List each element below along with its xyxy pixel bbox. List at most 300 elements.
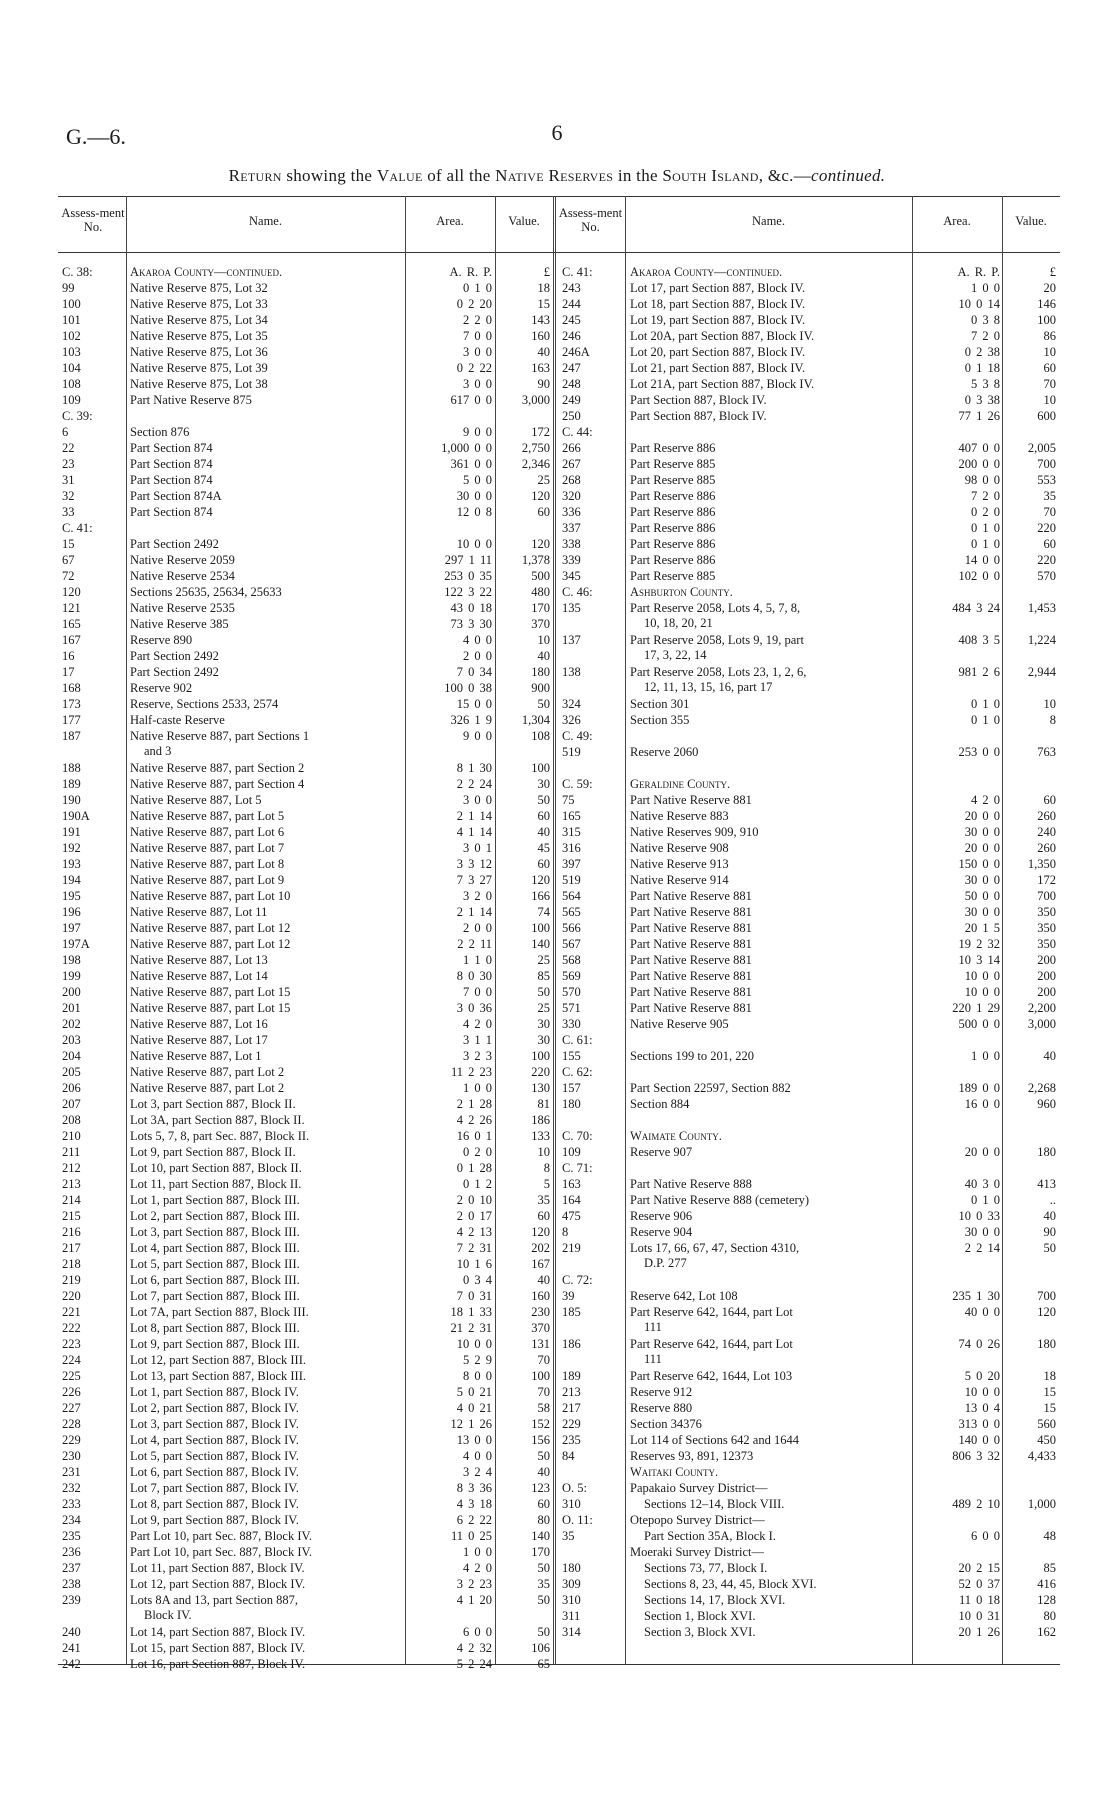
name-cell <box>130 760 400 776</box>
area-cell-text: 7 2 31 <box>456 1241 492 1255</box>
area-cell-text: 4 0 21 <box>456 1401 492 1415</box>
value-cell <box>1004 872 1056 888</box>
name-cell <box>130 696 400 712</box>
assessment-no-cell-text: 310 <box>562 1593 581 1607</box>
table-row <box>556 360 1060 376</box>
assessment-no-cell-text: 571 <box>562 1001 581 1015</box>
area-cell <box>406 1144 492 1160</box>
name-cell <box>130 1160 400 1176</box>
table-row <box>556 1512 1060 1528</box>
value-cell <box>498 1480 550 1496</box>
name-cell-text: Reserve 912 <box>630 1385 693 1399</box>
name-cell <box>130 312 400 328</box>
area-cell <box>406 1080 492 1096</box>
table-row <box>58 1576 558 1592</box>
area-cell <box>914 888 1000 904</box>
value-cell <box>498 872 550 888</box>
value-cell <box>498 360 550 376</box>
area-cell <box>914 392 1000 408</box>
name-cell <box>630 904 908 920</box>
value-cell-text: 140 <box>531 1529 550 1543</box>
value-cell-text: 5 <box>543 1177 550 1191</box>
assessment-no-cell <box>62 280 122 296</box>
value-cell-text: 553 <box>1037 473 1056 487</box>
title-part: Return <box>228 166 282 185</box>
assessment-no-cell-text: 233 <box>62 1497 81 1511</box>
assessment-no-cell <box>562 1336 624 1352</box>
assessment-no-cell <box>562 1416 624 1432</box>
table-row <box>556 312 1060 328</box>
area-cell-text: 11 2 23 <box>450 1065 492 1079</box>
assessment-no-cell-text: O. 11: <box>562 1513 593 1527</box>
table-row <box>58 1016 558 1032</box>
table-row <box>58 696 558 712</box>
value-cell-text: 172 <box>531 425 550 439</box>
value-cell-text: 128 <box>1037 1593 1056 1607</box>
area-cell-text: 12 0 8 <box>456 505 492 519</box>
assessment-no-cell-text: 519 <box>562 873 581 887</box>
area-cell <box>914 1576 1000 1592</box>
area-cell <box>406 616 492 632</box>
name-cell <box>630 776 908 792</box>
assessment-no-cell <box>562 600 624 616</box>
assessment-no-cell-text: 39 <box>562 1289 575 1303</box>
value-cell-text: 4,433 <box>1027 1449 1056 1463</box>
area-cell-text: 3 2 23 <box>456 1577 492 1591</box>
assessment-no-cell-text: 212 <box>62 1161 81 1175</box>
name-cell-text: Lots 5, 7, 8, part Sec. 887, Block II. <box>130 1129 310 1143</box>
name-cell <box>130 1528 400 1544</box>
area-cell-text: 200 0 0 <box>958 457 1000 471</box>
name-cell <box>630 808 908 824</box>
name-cell-text: Native Reserve 887, Lot 1 <box>130 1049 262 1063</box>
name-cell-text: Part Section 2492 <box>130 537 219 551</box>
value-cell <box>1004 568 1056 584</box>
value-cell <box>498 984 550 1000</box>
assessment-no-cell <box>62 1160 122 1176</box>
name-cell-text: Part Reserve 886 <box>630 505 716 519</box>
assessment-no-cell-text: 345 <box>562 569 581 583</box>
name-cell-text: Lots 17, 66, 67, 47, Section 4310, <box>630 1241 800 1255</box>
area-cell <box>914 1336 1000 1352</box>
assessment-no-cell-text: 219 <box>62 1273 81 1287</box>
name-cell <box>130 1192 400 1208</box>
table-row <box>556 1080 1060 1096</box>
area-cell-text: 2 2 11 <box>457 937 492 951</box>
assessment-no-cell <box>562 632 624 648</box>
area-cell-text: 19 2 32 <box>958 937 1000 951</box>
assessment-no-cell-text: 566 <box>562 921 581 935</box>
area-cell <box>914 1224 1000 1240</box>
name-cell <box>630 1480 908 1496</box>
assessment-no-cell-text: 519 <box>562 745 581 759</box>
area-cell-text: 122 3 22 <box>444 585 492 599</box>
table-row <box>58 1384 558 1400</box>
area-cell <box>406 1656 492 1672</box>
table-row <box>556 1176 1060 1192</box>
name-cell-text: Lot 7, part Section 887, Block III. <box>130 1289 300 1303</box>
value-cell <box>498 696 550 712</box>
value-cell-text: 172 <box>1037 873 1056 887</box>
table-row <box>58 1240 558 1256</box>
value-cell <box>1004 1496 1056 1512</box>
table-row <box>556 280 1060 296</box>
value-cell <box>498 1592 550 1608</box>
name-cell <box>130 600 400 616</box>
assessment-no-cell <box>62 408 122 424</box>
assessment-no-cell <box>562 872 624 888</box>
area-cell-text: 2 0 10 <box>456 1193 492 1207</box>
area-cell-text: 20 0 0 <box>964 841 1000 855</box>
name-cell <box>630 824 908 840</box>
assessment-no-cell <box>562 440 624 456</box>
value-cell-text: 3,000 <box>521 393 550 407</box>
assessment-no-cell <box>62 728 122 744</box>
value-cell-text: 70 <box>537 1353 550 1367</box>
assessment-no-cell-text: 235 <box>562 1433 581 1447</box>
area-cell-text: 326 1 9 <box>450 713 492 727</box>
value-cell-text: 100 <box>531 761 550 775</box>
table-row <box>556 1400 1060 1416</box>
assessment-no-cell <box>62 1400 122 1416</box>
table-row <box>58 1304 558 1320</box>
assessment-no-cell-text: 246A <box>562 345 590 359</box>
table-row <box>556 568 1060 584</box>
area-cell-text: 2 1 14 <box>456 905 492 919</box>
area-cell-text: 0 1 0 <box>463 281 492 295</box>
area-cell-text: 0 1 0 <box>971 537 1000 551</box>
name-cell <box>130 712 400 728</box>
area-cell-text: 5 0 0 <box>463 473 492 487</box>
area-cell <box>914 344 1000 360</box>
area-cell <box>406 808 492 824</box>
area-cell <box>914 328 1000 344</box>
area-cell-text: 7 2 0 <box>971 329 1000 343</box>
table-row <box>556 1048 1060 1064</box>
name-cell <box>630 392 908 408</box>
name-cell-text: Lot 9, part Section 887, Block III. <box>130 1337 300 1351</box>
area-cell-text: 0 2 22 <box>456 361 492 375</box>
value-cell <box>498 1464 550 1480</box>
table-row <box>58 1096 558 1112</box>
name-cell-text: Lot 18, part Section 887, Block IV. <box>630 297 806 311</box>
table-top-rule <box>58 196 1060 197</box>
name-cell <box>130 824 400 840</box>
value-cell <box>498 1656 550 1672</box>
assessment-no-cell-text: 185 <box>562 1305 581 1319</box>
assessment-no-cell <box>562 1000 624 1016</box>
value-cell <box>498 1560 550 1576</box>
assessment-no-cell-text: 199 <box>62 969 81 983</box>
area-cell <box>914 456 1000 472</box>
name-cell <box>130 1272 400 1288</box>
area-cell-text: 30 0 0 <box>964 1225 1000 1239</box>
table-row <box>556 472 1060 488</box>
assessment-no-cell <box>562 488 624 504</box>
assessment-no-cell-text: 189 <box>562 1369 581 1383</box>
assessment-no-cell-text: 109 <box>62 393 81 407</box>
value-cell <box>498 296 550 312</box>
name-cell <box>630 856 908 872</box>
area-cell <box>914 1096 1000 1112</box>
value-cell <box>1004 744 1056 760</box>
assessment-no-cell <box>62 1256 122 1272</box>
table-row <box>556 536 1060 552</box>
name-cell <box>630 936 908 952</box>
name-cell-text: Section 301 <box>630 697 690 711</box>
value-cell-text: 120 <box>531 537 550 551</box>
area-cell-text: 189 0 0 <box>958 1081 1000 1095</box>
area-cell <box>406 888 492 904</box>
area-cell <box>406 936 492 952</box>
value-cell <box>498 584 550 600</box>
value-cell-text: 1,304 <box>521 713 550 727</box>
area-cell-text: 7 0 34 <box>456 665 492 679</box>
table-row <box>58 872 558 888</box>
table-row <box>556 984 1060 1000</box>
name-cell <box>130 296 400 312</box>
name-cell-text: Lot 20, part Section 887, Block IV. <box>630 345 806 359</box>
assessment-no-cell <box>62 904 122 920</box>
table-row <box>58 360 558 376</box>
name-cell <box>130 568 400 584</box>
assessment-no-cell-text: 216 <box>62 1225 81 1239</box>
table-row <box>556 1592 1060 1608</box>
value-cell-text: 25 <box>537 1001 550 1015</box>
value-cell-text: 15 <box>1043 1385 1056 1399</box>
name-cell <box>130 472 400 488</box>
name-cell <box>130 552 400 568</box>
name-cell <box>630 536 908 552</box>
assessment-no-cell <box>562 1496 624 1512</box>
value-cell <box>498 824 550 840</box>
value-cell <box>1004 1000 1056 1016</box>
area-cell-text: 73 3 30 <box>450 617 492 631</box>
area-cell-text: 16 0 1 <box>456 1129 492 1143</box>
table-row <box>58 808 558 824</box>
value-cell <box>1004 488 1056 504</box>
assessment-no-cell <box>62 872 122 888</box>
name-cell-text: Native Reserve 905 <box>630 1017 729 1031</box>
name-cell <box>130 984 400 1000</box>
name-cell-text: Part Reserve 2058, Lots 9, 19, part <box>630 633 804 647</box>
name-cell <box>630 520 908 536</box>
value-cell-text: 240 <box>1037 825 1056 839</box>
name-cell-text: Part Reserve 642, 1644, part Lot <box>630 1305 793 1319</box>
name-cell <box>630 1016 908 1032</box>
assessment-no-cell-text: 316 <box>562 841 581 855</box>
table-row <box>58 1288 558 1304</box>
name-cell <box>630 552 908 568</box>
value-cell-text: 40 <box>537 1465 550 1479</box>
name-cell <box>630 792 908 808</box>
value-cell <box>498 840 550 856</box>
name-cell-text: Native Reserve 385 <box>130 617 229 631</box>
area-cell-text: 4 2 32 <box>456 1641 492 1655</box>
value-cell <box>1004 840 1056 856</box>
assessment-no-cell <box>62 1288 122 1304</box>
name-cell-text: Part Lot 10, part Sec. 887, Block IV. <box>130 1529 313 1543</box>
value-cell-text: 220 <box>1037 521 1056 535</box>
assessment-no-cell-text: 137 <box>562 633 581 647</box>
area-cell-text: 408 3 5 <box>958 633 1000 647</box>
value-cell-text: 700 <box>1037 457 1056 471</box>
value-cell <box>498 856 550 872</box>
assessment-no-cell-text: 188 <box>62 761 81 775</box>
name-cell-text: Lot 1, part Section 887, Block IV. <box>130 1385 299 1399</box>
value-cell <box>498 280 550 296</box>
name-cell <box>130 1112 400 1128</box>
area-cell <box>406 312 492 328</box>
value-cell <box>498 1304 550 1320</box>
table-row <box>58 1208 558 1224</box>
value-cell-text: 120 <box>531 489 550 503</box>
assessment-no-cell-text: 191 <box>62 825 81 839</box>
area-cell <box>914 280 1000 296</box>
name-cell <box>130 1080 400 1096</box>
value-cell <box>498 1336 550 1352</box>
assessment-no-cell <box>562 296 624 312</box>
value-cell-text: 85 <box>537 969 550 983</box>
area-cell <box>914 520 1000 536</box>
area-cell <box>406 920 492 936</box>
name-cell-text: Section 884 <box>630 1097 690 1111</box>
assessment-no-cell-text: 266 <box>562 441 581 455</box>
assessment-no-cell-text: 193 <box>62 857 81 871</box>
name-cell-text: Reserve 906 <box>630 1209 693 1223</box>
assessment-no-cell <box>562 472 624 488</box>
value-cell <box>498 680 550 696</box>
value-cell-text: 20 <box>1043 281 1056 295</box>
name-cell <box>130 264 400 280</box>
assessment-no-cell-text: 241 <box>62 1641 81 1655</box>
assessment-no-cell-text: 31 <box>62 473 75 487</box>
assessment-no-cell <box>562 456 624 472</box>
name-cell-text: Native Reserve 2535 <box>130 601 235 615</box>
area-cell-text: 1 0 0 <box>971 1049 1000 1063</box>
table-row <box>556 1288 1060 1304</box>
name-cell <box>130 1480 400 1496</box>
name-cell-text: Lot 21, part Section 887, Block IV. <box>630 361 806 375</box>
table-row <box>58 600 558 616</box>
table-row <box>58 1112 558 1128</box>
value-cell <box>498 312 550 328</box>
table-row <box>58 1320 558 1336</box>
header-value: Value. <box>1015 214 1047 228</box>
table-row <box>58 520 558 536</box>
area-cell-text: 3 2 4 <box>463 1465 492 1479</box>
table-row <box>556 1304 1060 1336</box>
assessment-no-cell <box>62 616 122 632</box>
area-cell-text: 40 0 0 <box>964 1305 1000 1319</box>
name-cell <box>130 456 400 472</box>
area-cell-text: 30 0 0 <box>964 905 1000 919</box>
table-row <box>556 1464 1060 1480</box>
table-row <box>556 488 1060 504</box>
name-cell-text: Part Reserve 886 <box>630 537 716 551</box>
name-cell-text: Native Reserve 2534 <box>130 569 235 583</box>
value-cell <box>498 392 550 408</box>
value-cell <box>1004 536 1056 552</box>
area-cell <box>406 392 492 408</box>
area-cell-text: 4 0 0 <box>463 1449 492 1463</box>
assessment-no-cell <box>562 1176 624 1192</box>
area-cell <box>406 296 492 312</box>
table-row <box>58 1256 558 1272</box>
table-row <box>556 920 1060 936</box>
assessment-no-cell <box>562 664 624 680</box>
assessment-no-cell-text: 229 <box>562 1417 581 1431</box>
assessment-no-cell-text: 202 <box>62 1017 81 1031</box>
name-cell <box>630 504 908 520</box>
table-row <box>58 536 558 552</box>
name-cell <box>130 632 400 648</box>
assessment-no-cell-text: 23 <box>62 457 75 471</box>
area-cell-text: 0 1 0 <box>971 697 1000 711</box>
table-row <box>556 440 1060 456</box>
assessment-no-cell <box>62 264 122 280</box>
table-row <box>556 632 1060 664</box>
table-row <box>556 776 1060 792</box>
assessment-no-cell <box>62 1480 122 1496</box>
value-cell-text: 35 <box>537 1577 550 1591</box>
assessment-no-cell-text: 248 <box>562 377 581 391</box>
area-cell <box>406 504 492 520</box>
assessment-no-cell <box>62 1544 122 1560</box>
area-cell <box>406 1624 492 1640</box>
assessment-no-cell <box>562 1160 624 1176</box>
assessment-no-cell <box>62 392 122 408</box>
name-cell <box>130 1176 400 1192</box>
table-row <box>556 1096 1060 1112</box>
assessment-no-cell-text: 197A <box>62 937 90 951</box>
name-cell <box>130 648 400 664</box>
assessment-no-cell-text: 194 <box>62 873 81 887</box>
value-cell-text: 10 <box>1043 393 1056 407</box>
assessment-no-cell-text: 208 <box>62 1113 81 1127</box>
assessment-no-cell-text: 180 <box>562 1097 581 1111</box>
area-cell <box>914 664 1000 680</box>
name-cell-continuation: Block IV. <box>144 1608 192 1622</box>
assessment-no-cell-text: 190 <box>62 793 81 807</box>
value-cell-text: 81 <box>537 1097 550 1111</box>
area-cell <box>406 360 492 376</box>
assessment-no-cell-text: 245 <box>562 313 581 327</box>
name-cell <box>130 856 400 872</box>
area-cell <box>914 360 1000 376</box>
value-cell-text: 960 <box>1037 1097 1056 1111</box>
assessment-no-cell-text: 165 <box>62 617 81 631</box>
assessment-no-cell <box>62 1560 122 1576</box>
value-cell-text: 180 <box>1037 1145 1056 1159</box>
name-cell-text: Native Reserve 887, Lot 11 <box>130 905 268 919</box>
assessment-no-cell-text: 267 <box>562 457 581 471</box>
assessment-no-cell <box>62 664 122 680</box>
name-cell <box>130 1224 400 1240</box>
area-cell-text: 20 0 0 <box>964 809 1000 823</box>
value-cell-text: 60 <box>1043 361 1056 375</box>
assessment-no-cell-text: 84 <box>562 1449 575 1463</box>
area-cell-text: 30 0 0 <box>456 489 492 503</box>
value-cell <box>498 968 550 984</box>
assessment-no-cell <box>62 632 122 648</box>
value-cell-text: 146 <box>1037 297 1056 311</box>
area-cell-text: 5 2 24 <box>456 1657 492 1671</box>
name-cell <box>630 888 908 904</box>
name-cell-text: Part Section 874A <box>130 489 222 503</box>
area-cell <box>406 1304 492 1320</box>
value-cell-text: 230 <box>531 1305 550 1319</box>
